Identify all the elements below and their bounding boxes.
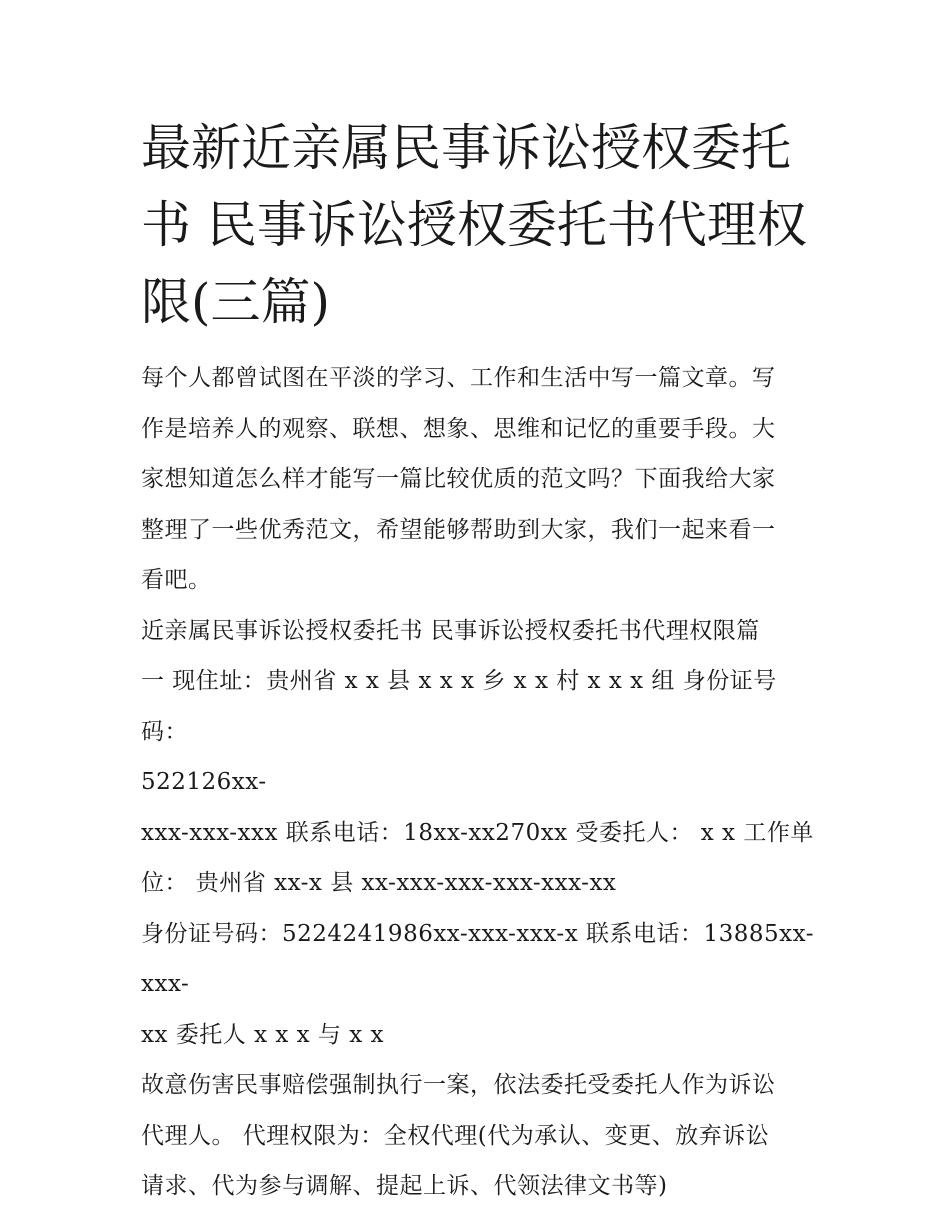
title-line: 限(三篇) [141,273,331,331]
body-line: 身份证号码：5224241986xx-xxx-xxx-x 联系电话：13885xx-xxx- [141,920,814,997]
body-line: 近亲属民事诉讼授权委托书 民事诉讼授权委托书代理权限篇 [141,617,760,644]
title-line: 最新近亲属民事诉讼授权委托 [141,119,791,177]
intro-paragraph [141,353,821,606]
body-paragraph [141,606,821,1212]
intro-line: 作是培养人的观察、联想、想象、思维和记忆的重要手段。大 [141,415,776,442]
document-page [141,110,821,1212]
body-line: 故意伤害民事赔偿强制执行一案，依法委托受委托人作为诉讼 [141,1072,776,1098]
document-title [141,110,821,341]
intro-line: 家想知道怎么样才能写一篇比较优质的范文吗？下面我给大家 [141,466,776,492]
intro-line: 每个人都曾试图在平淡的学习、工作和生活中写一篇文章。写 [141,365,776,391]
body-line: 代理人。 代理权限为：全权代理(代为承认、变更、放弃诉讼 [141,1122,770,1149]
body-line: 位： 贵州省 xx-x 县 xx-xxx-xxx-xxx-xxx-xx [141,870,617,896]
intro-line: 整理了一些优秀范文，希望能够帮助到大家，我们一起来看一 [141,516,776,543]
body-line: xxx-xxx-xxx 联系电话：18xx-xx270xx 受委托人： x x 工作单 [141,819,814,846]
body-line: 一 现住址：贵州省 x x 县 x x x 乡 x x 村 x x x 组 身份证号码： [141,668,777,745]
body-line: xx 委托人 x x x 与 x x [141,1021,384,1048]
body-line: 522126xx- [141,769,267,795]
title-line: 书 民事诉讼授权委托书代理权 [141,196,807,254]
body-line: 请求、代为参与调解、提起上诉、代领法律文书等) [141,1173,668,1199]
intro-line: 看吧。 [141,567,212,593]
